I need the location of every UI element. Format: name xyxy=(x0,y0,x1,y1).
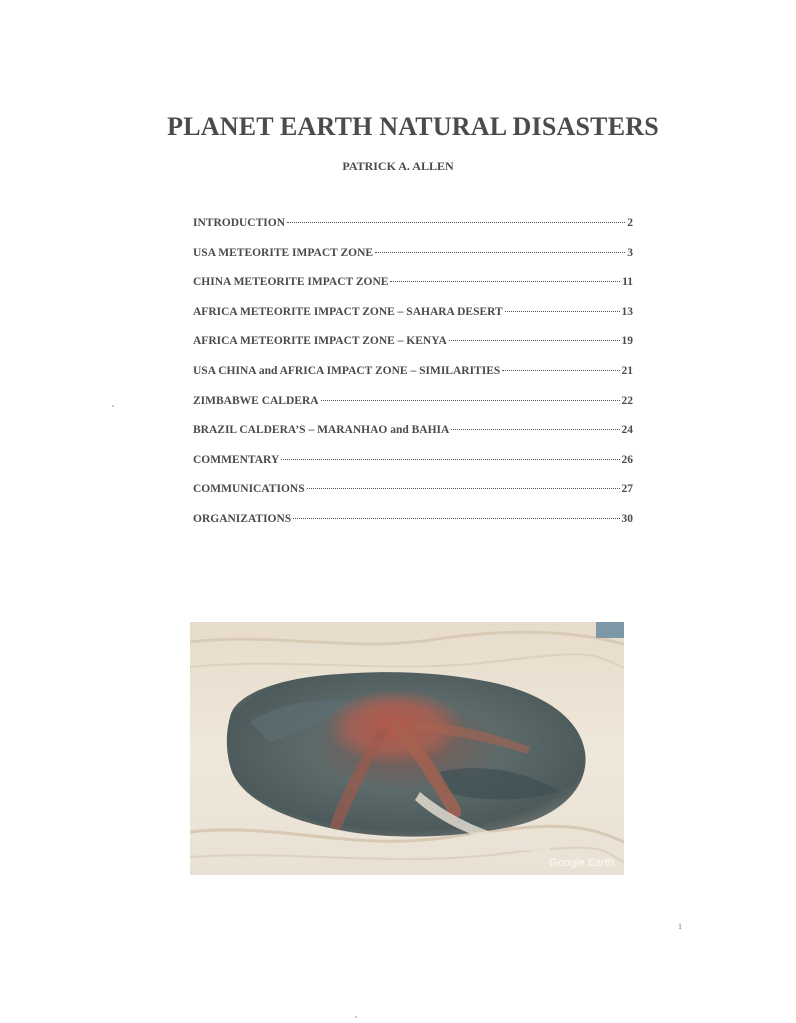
toc-entry xyxy=(193,335,633,365)
toc-leader-dots xyxy=(502,370,619,371)
toc-leader-dots xyxy=(287,222,625,223)
page-number: 1 xyxy=(678,922,682,931)
toc-entry xyxy=(193,513,633,543)
toc-entry-label: USA METEORITE IMPACT ZONE xyxy=(193,246,374,259)
table-of-contents xyxy=(193,217,633,543)
toc-leader-dots xyxy=(281,459,619,460)
toc-entry-label: COMMUNICATIONS xyxy=(193,483,305,496)
document-author: PATRICK A. ALLEN xyxy=(342,159,454,173)
toc-entry xyxy=(193,424,633,454)
toc-entry-label: CHINA METEORITE IMPACT ZONE xyxy=(193,276,389,289)
toc-entry-page: 21 xyxy=(621,364,633,377)
toc-entry-page: 27 xyxy=(621,483,633,496)
toc-entry xyxy=(193,247,633,277)
toc-entry xyxy=(193,395,633,425)
toc-leader-dots xyxy=(321,400,620,401)
toc-leader-dots xyxy=(293,518,619,519)
toc-entry-label: INTRODUCTION xyxy=(193,217,286,229)
toc-entry-page: 30 xyxy=(621,512,633,525)
toc-entry xyxy=(193,276,633,306)
toc-entry-page: 26 xyxy=(621,453,633,466)
toc-entry xyxy=(193,454,633,484)
toc-leader-dots xyxy=(307,488,620,489)
toc-entry-page: 3 xyxy=(627,246,633,259)
toc-entry-page: 13 xyxy=(621,305,633,318)
toc-leader-dots xyxy=(390,281,620,282)
toc-entry xyxy=(193,306,633,336)
toc-entry-label: BRAZIL CALDERA’S – MARANHAO and BAHIA xyxy=(193,424,450,437)
toc-leader-dots xyxy=(375,252,625,253)
toc-leader-dots xyxy=(505,311,620,312)
toc-entry-label: COMMENTARY xyxy=(193,453,280,466)
google-earth-watermark: Google Earth xyxy=(549,857,614,869)
toc-entry-label: ZIMBABWE CALDERA xyxy=(193,394,319,407)
toc-entry xyxy=(193,365,633,395)
toc-entry-label: AFRICA METEORITE IMPACT ZONE – KENYA xyxy=(193,335,447,348)
toc-leader-dots xyxy=(449,340,620,341)
toc-entry-label: ORGANIZATIONS xyxy=(193,512,292,525)
toc-entry xyxy=(193,483,633,513)
toc-entry-label: AFRICA METEORITE IMPACT ZONE – SAHARA DESERT xyxy=(193,305,503,318)
scan-speck xyxy=(355,1016,357,1018)
aerial-caldera-photo xyxy=(190,622,624,875)
toc-entry xyxy=(193,217,633,247)
toc-entry-page: 2 xyxy=(627,217,633,229)
document-title: PLANET EARTH NATURAL DISASTERS xyxy=(167,112,659,141)
toc-entry-label: USA CHINA and AFRICA IMPACT ZONE – SIMILARITIES xyxy=(193,364,501,377)
toc-leader-dots xyxy=(451,429,619,430)
scan-speck xyxy=(112,405,114,407)
toc-entry-page: 11 xyxy=(622,276,633,289)
toc-entry-page: 19 xyxy=(621,335,633,348)
toc-entry-page: 22 xyxy=(621,394,633,407)
toc-entry-page: 24 xyxy=(621,424,633,437)
